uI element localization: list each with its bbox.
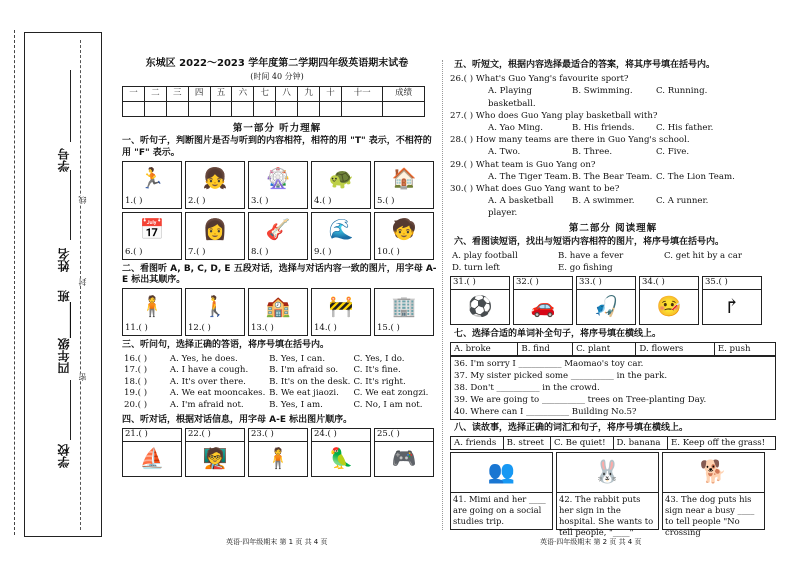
- story-illustration: 🐕: [663, 453, 764, 493]
- picture-box: [248, 212, 308, 260]
- picture-box: [122, 212, 182, 260]
- question-number[interactable]: 19.( ): [124, 388, 148, 399]
- picture-icon: ↱: [723, 294, 741, 319]
- section-6-options: [452, 250, 778, 274]
- score-cell[interactable]: [320, 101, 342, 116]
- number-label: 学号: [57, 148, 71, 172]
- picture-box: [185, 428, 245, 477]
- section-4-instructions: 四、听对话，根据对话信息，用字母 A-E 标出图片顺序。: [122, 414, 353, 425]
- section-8-instructions: 八、读故事，选择正确的词汇和句子，将序号填在横线上。: [454, 423, 689, 434]
- score-col-header: 十: [320, 86, 342, 101]
- picture-icon: 🧑‍🏫: [202, 446, 228, 471]
- option-a: A. Two.: [488, 147, 521, 158]
- picture-icon: ⚽: [467, 294, 493, 319]
- answer-blank[interactable]: 32.( ): [514, 277, 572, 290]
- picture-icon: 🏃: [139, 166, 165, 191]
- section-7-questions: [450, 356, 776, 420]
- answer-blank[interactable]: 14.( ): [314, 323, 337, 334]
- option-b: B. The Bear Team.: [572, 171, 653, 182]
- option-b: B. Yes, I am.: [269, 400, 323, 410]
- picture-box: [248, 428, 308, 477]
- option-a: A. I have a cough.: [169, 365, 249, 376]
- picture-icon: 🧍: [265, 446, 291, 471]
- question-number[interactable]: 20.( ): [124, 400, 148, 410]
- score-col-header: 一: [123, 86, 145, 101]
- picture-icon: 📅: [139, 217, 165, 242]
- question-row: [124, 388, 438, 400]
- section-8-story: [450, 452, 778, 538]
- score-col-header: 三: [166, 86, 188, 101]
- word-option: C. Be quiet!: [550, 437, 613, 450]
- school-label: 学校: [57, 444, 71, 468]
- score-col-header: 七: [254, 86, 276, 101]
- score-col-header: 成绩: [383, 86, 425, 101]
- option-c: C. His father.: [656, 123, 714, 134]
- score-cell[interactable]: [341, 101, 382, 116]
- picture-box: [122, 428, 182, 477]
- picture-icon: 🧍: [139, 293, 165, 318]
- answer-blank[interactable]: 31.( ): [451, 277, 509, 290]
- story-panel: [450, 452, 553, 530]
- picture-box: [450, 276, 510, 325]
- answer-blank[interactable]: 1.( ): [125, 195, 143, 206]
- answer-blank[interactable]: 23.( ): [249, 429, 307, 442]
- option-a: A. Yes, he does.: [169, 353, 238, 364]
- picture-box: [248, 288, 308, 336]
- section-3-questions: [116, 354, 438, 412]
- section-6-pictures: [450, 276, 778, 325]
- question-row: [124, 365, 438, 377]
- phrase-option: E. go fishing: [558, 262, 613, 273]
- picture-icon: 🎮: [391, 446, 417, 471]
- word-option: A. broke: [451, 343, 518, 356]
- question-options: [488, 122, 778, 134]
- section-2-instructions: 二、看图听 A, B, C, D, E 五段对话，选择与对话内容一致的图片，用字母 A-E 标出其顺序。: [122, 263, 437, 286]
- answer-blank[interactable]: 9.( ): [314, 246, 332, 257]
- question-options: [488, 85, 778, 109]
- option-b: B. It's on the desk.: [269, 376, 351, 387]
- answer-blank[interactable]: 13.( ): [251, 323, 274, 334]
- picture-box: [374, 161, 434, 209]
- story-panel: [556, 452, 659, 538]
- option-b: B. Yes, I can.: [269, 353, 326, 364]
- number-underline: [70, 70, 71, 142]
- answer-blank[interactable]: 33.( ): [577, 277, 635, 290]
- fill-blank-question[interactable]: 36. I'm sorry I __________ Maomao's toy car.: [454, 359, 644, 370]
- answer-blank[interactable]: 2.( ): [188, 195, 206, 206]
- picture-box: [185, 288, 245, 336]
- binding-strip: [0, 0, 108, 561]
- question-block: [450, 159, 778, 183]
- picture-icon: 🦜: [328, 446, 354, 471]
- answer-blank[interactable]: 34.( ): [640, 277, 698, 290]
- picture-box: [374, 288, 434, 336]
- score-cell[interactable]: [144, 101, 166, 116]
- footer-page-2: 英语·四年级期末 第 2 页 共 4 页: [540, 538, 642, 547]
- option-c: C. It's right.: [353, 376, 406, 387]
- school-underline: [70, 380, 71, 440]
- grade-class-label: 四年级______班: [57, 290, 71, 374]
- fill-blank-question[interactable]: 38. Don't __________ in the crowd.: [454, 383, 600, 394]
- picture-icon: 🏫: [265, 293, 291, 318]
- answer-blank[interactable]: 5.( ): [377, 195, 395, 206]
- answer-blank[interactable]: 6.( ): [125, 246, 143, 257]
- question-text[interactable]: 27.( ) Who does Guo Yang play basketball with?: [450, 110, 658, 121]
- story-illustration: 🐰: [557, 453, 658, 493]
- option-a: A. I'm afraid not.: [169, 400, 244, 410]
- option-c: C. We eat zongzi.: [353, 388, 429, 399]
- option-a: A. A basketball player.: [488, 196, 554, 219]
- picture-icon: ⛵: [139, 446, 165, 471]
- picture-box: [702, 276, 762, 325]
- question-block: [450, 134, 778, 158]
- footer-page-1: 英语·四年级期末 第 1 页 共 4 页: [226, 538, 328, 547]
- fill-blank-question[interactable]: 39. We are going to __________ trees on Tree-planting Day.: [454, 395, 707, 406]
- word-option: C. plant: [573, 343, 636, 356]
- question-text[interactable]: 30.( ) What does Guo Yang want to be?: [450, 184, 620, 195]
- question-text[interactable]: 28.( ) How many teams are there in Guo Yang's school.: [450, 135, 690, 146]
- question-row: [124, 400, 438, 412]
- answer-blank[interactable]: 25.( ): [375, 429, 433, 442]
- picture-box: [311, 212, 371, 260]
- answer-blank[interactable]: 10.( ): [377, 246, 400, 257]
- section-7-instructions: 七、选择合适的单词补全句子，将序号填在横线上。: [454, 328, 662, 339]
- page-divider: [442, 60, 443, 530]
- score-table: [122, 86, 425, 117]
- section-4-pictures: [122, 428, 438, 477]
- picture-icon: 🧒: [391, 217, 417, 242]
- option-c: C. The Lion Team.: [656, 171, 735, 182]
- score-col-header: 二: [144, 86, 166, 101]
- answer-blank[interactable]: 7.( ): [188, 246, 206, 257]
- picture-box: [374, 212, 434, 260]
- score-cell[interactable]: [254, 101, 276, 116]
- name-underline: [70, 170, 71, 240]
- section-3-instructions: 三、听问句，选择正确的答语，将序号填在括号内。: [122, 340, 330, 351]
- option-c: C. No, I am not.: [353, 400, 423, 410]
- part1-title: 第一部分 听力理解: [232, 122, 322, 134]
- answer-blank[interactable]: 8.( ): [251, 246, 269, 257]
- option-c: C. Yes, I do.: [353, 353, 405, 364]
- option-b: B. His friends.: [572, 123, 635, 134]
- score-cell[interactable]: [123, 101, 145, 116]
- option-a: A. Yao Ming.: [488, 123, 544, 134]
- option-b: B. Swimming.: [572, 86, 633, 97]
- answer-blank[interactable]: 35.( ): [703, 277, 761, 290]
- picture-icon: 👧: [202, 166, 228, 191]
- picture-box: [311, 161, 371, 209]
- question-block: [450, 183, 778, 220]
- xian-mark: 线: [78, 196, 87, 204]
- feng-mark: 封: [78, 278, 87, 286]
- score-cell[interactable]: [383, 101, 425, 116]
- picture-box: [513, 276, 573, 325]
- question-text[interactable]: 26.( ) What's Guo Yang's favourite sport?: [450, 74, 629, 85]
- question-options: [488, 195, 778, 219]
- answer-blank[interactable]: 22.( ): [186, 429, 244, 442]
- option-a: A. We eat mooncakes.: [169, 388, 266, 399]
- picture-icon: 🏠: [391, 166, 417, 191]
- picture-icon: 🐢: [328, 166, 354, 191]
- phrase-option: C. get hit by a car: [664, 250, 742, 261]
- answer-blank[interactable]: 3.( ): [251, 195, 269, 206]
- part2-title: 第二部分 阅读理解: [568, 222, 658, 234]
- option-b: B. Three.: [572, 147, 613, 158]
- option-b: B. We eat jiaozi.: [269, 388, 339, 399]
- score-cell[interactable]: [166, 101, 188, 116]
- word-option: A. friends: [451, 437, 504, 450]
- option-c: C. Running.: [656, 86, 708, 97]
- question-block: [450, 110, 778, 134]
- section-1-row-2: [122, 212, 438, 260]
- phrase-option: D. turn left: [452, 262, 500, 273]
- score-col-header: 九: [298, 86, 320, 101]
- story-panel: [662, 452, 765, 538]
- score-cell[interactable]: [276, 101, 298, 116]
- page-2: [448, 0, 778, 561]
- score-cell[interactable]: [298, 101, 320, 116]
- option-b: B. I'm afraid so.: [269, 365, 339, 376]
- page-1: [116, 0, 438, 561]
- answer-blank[interactable]: 21.( ): [123, 429, 181, 442]
- question-block: [450, 73, 778, 110]
- question-row: [124, 354, 438, 366]
- score-cell[interactable]: [210, 101, 232, 116]
- story-text[interactable]: 41. Mimi and her ____ are going on a social studies trip.: [453, 494, 546, 527]
- picture-box: [185, 212, 245, 260]
- section-1-row-1: [122, 161, 438, 209]
- picture-box: [311, 428, 371, 477]
- exam-subtitle: (时间 40 分钟): [250, 71, 304, 81]
- option-c: C. A runner.: [656, 196, 709, 207]
- word-option: E. push: [714, 343, 775, 356]
- section-1-instructions: 一、听句子，判断图片是否与听到的内容相符，相符的用 "T" 表示，不相符的用 "F" 表示。: [122, 136, 432, 158]
- story-illustration: 👥: [451, 453, 552, 493]
- picture-icon: 🌊: [328, 217, 354, 242]
- answer-blank[interactable]: 15.( ): [377, 323, 400, 334]
- picture-icon: 🎸: [265, 217, 291, 242]
- word-option: B. find: [518, 343, 573, 356]
- section-2-pictures: [122, 288, 438, 336]
- question-options: [488, 171, 778, 183]
- question-number[interactable]: 18.( ): [124, 376, 148, 387]
- option-a: A. The Tiger Team.: [488, 171, 571, 182]
- picture-box: [185, 161, 245, 209]
- picture-box: [576, 276, 636, 325]
- word-option: E. Keep off the grass!: [667, 437, 775, 450]
- phrase-option: A. play football: [452, 250, 518, 261]
- section-5-instructions: 五、听短文，根据内容选择最适合的答案，将其序号填在括号内。: [454, 60, 716, 70]
- answer-blank[interactable]: 12.( ): [188, 323, 211, 334]
- story-text[interactable]: 42. The rabbit puts her sign in the hospital. She wants to tell people, "____": [559, 494, 654, 538]
- score-col-header: 八: [276, 86, 298, 101]
- picture-icon: 🏢: [391, 293, 417, 318]
- phrase-option: B. have a fever: [558, 250, 624, 261]
- picture-icon: 👩: [202, 217, 228, 242]
- answer-blank[interactable]: 4.( ): [314, 195, 332, 206]
- fill-blank-question[interactable]: 37. My sister picked some __________ in the park.: [454, 371, 668, 382]
- picture-box: [122, 161, 182, 209]
- word-option: B. street: [503, 437, 550, 450]
- section-6-instructions: 六、看图读短语，找出与短语内容相符的图片，将序号填在括号内。: [454, 236, 725, 247]
- picture-box: [374, 428, 434, 477]
- cut-line: [14, 30, 15, 535]
- answer-blank[interactable]: 11.( ): [125, 323, 148, 334]
- option-c: C. It's fine.: [353, 365, 401, 376]
- section-5-questions: [448, 73, 778, 219]
- option-a: A. It's over there.: [169, 376, 246, 387]
- fill-blank-question[interactable]: 40. Where can I __________ Building No.5?: [454, 407, 637, 418]
- picture-icon: 🚗: [530, 294, 556, 319]
- name-label: 姓名: [57, 248, 71, 272]
- picture-icon: 🎡: [265, 166, 291, 191]
- word-option: D. banana: [613, 437, 667, 450]
- exam-title: 东城区 2022～2023 学年度第二学期四年级英语期末试卷: [145, 58, 409, 69]
- question-row: [124, 377, 438, 389]
- score-col-header: 六: [232, 86, 254, 101]
- question-options: [488, 146, 778, 158]
- picture-icon: 🎣: [593, 294, 619, 319]
- mi-mark: 密: [78, 373, 87, 381]
- score-col-header: 十一: [341, 86, 382, 101]
- answer-blank[interactable]: 24.( ): [312, 429, 370, 442]
- score-cell[interactable]: [188, 101, 210, 116]
- picture-icon: 🚶: [202, 293, 228, 318]
- question-number[interactable]: 17.( ): [124, 365, 148, 376]
- score-col-header: 五: [210, 86, 232, 101]
- story-text[interactable]: 43. The dog puts his sign near a busy ____ to tell people "No crossing: [665, 494, 755, 538]
- section-8-word-bank: [450, 436, 776, 450]
- option-b: B. A swimmer.: [572, 196, 635, 207]
- score-cell[interactable]: [232, 101, 254, 116]
- picture-box: [311, 288, 371, 336]
- score-col-header: 四: [188, 86, 210, 101]
- picture-box: [639, 276, 699, 325]
- picture-icon: 🤒: [656, 294, 682, 319]
- question-text[interactable]: 29.( ) What team is Guo Yang on?: [450, 159, 596, 170]
- picture-box: [248, 161, 308, 209]
- word-option: D. flowers: [636, 343, 714, 356]
- option-c: C. Five.: [656, 147, 690, 158]
- picture-icon: 🚧: [328, 293, 354, 318]
- section-7-word-bank: [450, 342, 776, 356]
- option-a: A. Playing basketball.: [488, 86, 536, 109]
- question-number[interactable]: 16.( ): [124, 353, 148, 364]
- picture-box: [122, 288, 182, 336]
